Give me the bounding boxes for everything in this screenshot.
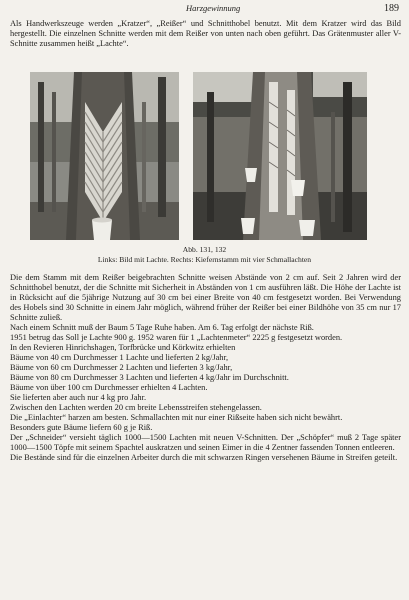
body-text (10, 273, 401, 463)
photo-tree-with-lachte (30, 72, 179, 240)
figure-number: Abb. 131, 132 (182, 245, 227, 254)
photo-pine-with-four-lachten (193, 72, 367, 240)
body-line: Besonders gute Bäume liefern 60 g je Riß. (10, 423, 153, 432)
body-paragraph: Die „Einlachter“ harzen am besten. Schmallachten mit nur einer Rißseite haben sich nicht bewährt. (10, 413, 343, 422)
page-number: 189 (384, 3, 399, 14)
intro-paragraph: Als Handwerkszeuge werden „Kratzer“, „Reißer“ und Schnitthobel benutzt. Mit dem Kratzer wird das Bild hergestellt. Die einzelnen Schnitte werden mit dem Reißer von unten nach oben geführt. Das Grätenmuster aller V-Schnitte zusammen heißt „Lachte“. (10, 19, 401, 48)
body-line: Zwischen den Lachten werden 20 cm breite Lebensstreifen stehengelassen. (10, 403, 262, 412)
running-head (0, 3, 409, 17)
body-line: Bäume von 80 cm Durchmesser 3 Lachten und lieferten 4 kg/Jahr im Durchschnitt. (10, 373, 289, 382)
figure-caption (0, 245, 409, 264)
body-line: Sie lieferten aber auch nur 4 kg pro Jahr. (10, 393, 147, 402)
body-line: Bäume von 60 cm Durchmesser 2 Lachten und lieferten 3 kg/Jahr, (10, 363, 233, 372)
figure (0, 72, 409, 242)
running-head-title: Harzgewinnung (186, 3, 241, 13)
body-paragraph: Die Bestände sind für die einzelnen Arbeiter durch die mit schwarzen Ringen versehenen Bäume in Streifen geteilt. (10, 453, 398, 462)
body-paragraph: Der „Schneider“ versieht täglich 1000—1500 Lachten mit neuen V-Schnitten. Der „Schöpfer“ muß 2 Tage später 1000—1500 Töpfe mit seinem Spachtel auskratzen und seinen Eimer in die 4 Zentner fassenden Tonnen entleeren. (10, 433, 401, 452)
body-paragraph: 1951 betrug das Soll je Lachte 900 g. 1952 waren für 1 „Lachtenmeter“ 2225 g festgesetzt worden. (10, 333, 343, 342)
figure-caption-text: Links: Bild mit Lachte. Rechts: Kiefernstamm mit vier Schmallachten (97, 254, 312, 264)
intro-text (10, 19, 401, 49)
body-line: Bäume von 40 cm Durchmesser 1 Lachte und lieferten 2 kg/Jahr, (10, 353, 229, 362)
body-line: Bäume von über 100 cm Durchmesser erhielten 4 Lachten. (10, 383, 208, 392)
body-line: In den Revieren Hinrichshagen, Torfbrücke und Körkwitz erhielten (10, 343, 236, 352)
body-paragraph: Die dem Stamm mit dem Reißer beigebrachten Schnitte weisen Abstände von 2 cm auf. Seit 2 Jahren wird der Schnitthobel benutzt, der die Schnitte mit Sicherheit in Abständen von 1 cm ausführen läßt. Die Höhe der Lachte ist in Rücksicht auf die 5jährige Nutzung auf 30 cm bei einer Breite von 40 cm festgesetzt worden. Bei Verwendung des Hobels sind 30 Schnitte in einem Jahr möglich, während früher der Reißer bei einer Bildhöhe von 35 cm nur 17 Schnitte zuließ. (10, 273, 401, 322)
body-paragraph: Nach einem Schnitt muß der Baum 5 Tage Ruhe haben. Am 6. Tag erfolgt der nächste Riß. (10, 323, 314, 332)
